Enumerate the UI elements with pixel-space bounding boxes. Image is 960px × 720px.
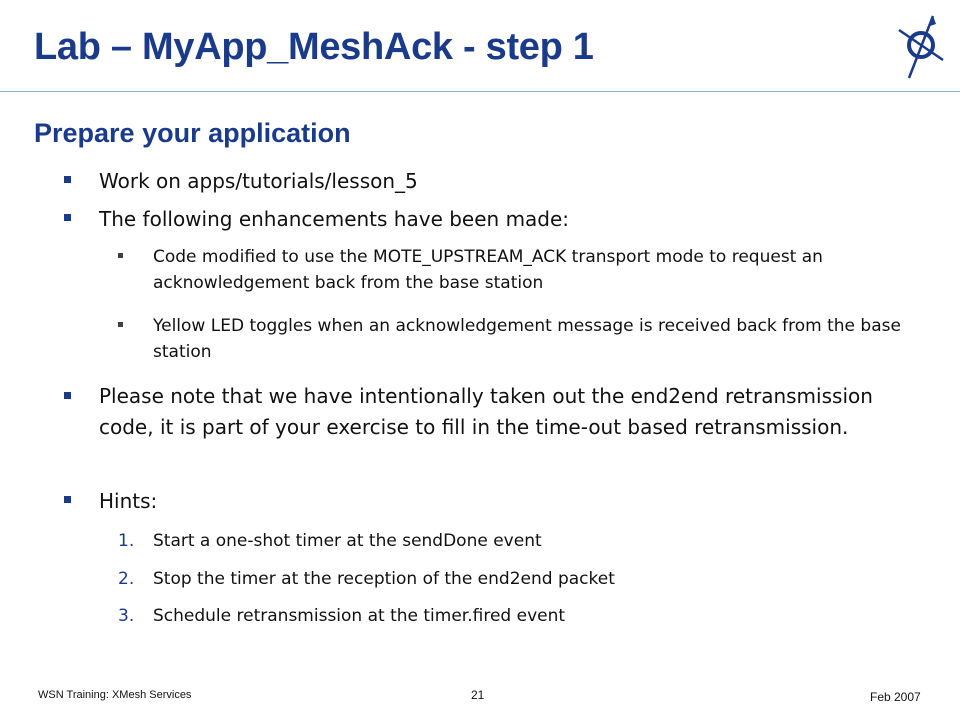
title-divider xyxy=(0,91,960,92)
sub-bullet-item: Yellow LED toggles when an acknowledgement message is received back from the base station xyxy=(153,316,901,362)
bullet-marker xyxy=(64,392,71,399)
footer-page-number: 21 xyxy=(471,688,485,702)
hint-number: 1. xyxy=(118,531,135,551)
bullet-item: The following enhancements have been made: xyxy=(99,207,570,231)
slide-subheading: Prepare your application xyxy=(34,118,351,148)
hint-item: Stop the timer at the reception of the end2end packet xyxy=(153,569,615,589)
sub-bullet-item: Code modified to use the MOTE_UPSTREAM_ACK transport mode to request an acknowledgement back from the base station xyxy=(153,247,823,293)
sub-bullet-marker xyxy=(118,253,123,258)
hint-number: 2. xyxy=(118,569,135,589)
footer-date: Feb 2007 xyxy=(870,690,921,704)
footer-course-title: WSN Training: XMesh Services xyxy=(38,689,192,701)
compass-logo-icon xyxy=(893,12,949,82)
bullet-marker xyxy=(64,214,71,221)
hint-item: Schedule retransmission at the timer.fired event xyxy=(153,606,566,626)
bullet-marker xyxy=(64,176,71,183)
sub-bullet-marker xyxy=(118,322,123,327)
bullet-item: Please note that we have intentionally taken out the end2end retransmission code, it is part of your exercise to fill in the time-out based retransmission. xyxy=(99,384,873,439)
bullet-item: Hints: xyxy=(99,489,158,513)
hint-number: 3. xyxy=(118,606,135,626)
bullet-marker xyxy=(64,496,71,503)
bullet-item: Work on apps/tutorials/lesson_5 xyxy=(99,169,418,193)
hint-item: Start a one-shot timer at the sendDone event xyxy=(153,531,542,551)
slide-title: Lab – MyApp_MeshAck - step 1 xyxy=(34,26,594,68)
